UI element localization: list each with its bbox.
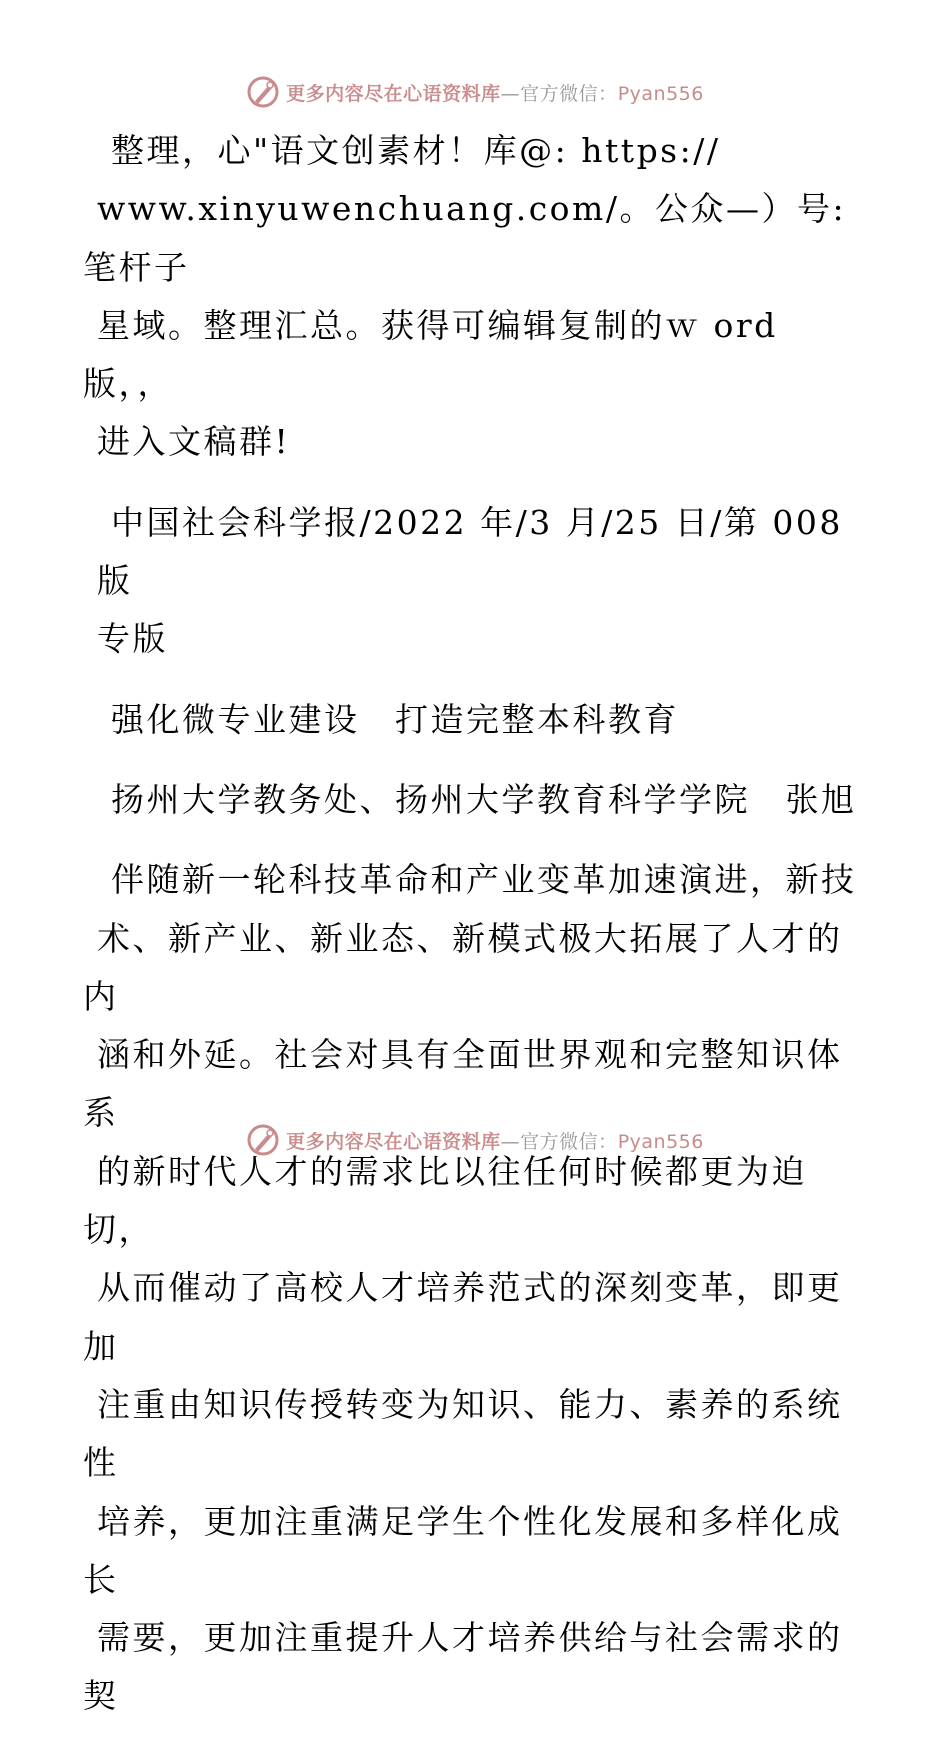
body-line: 培养，更加注重满足学生个性化发展和多样化成长 [83, 1501, 843, 1599]
header-watermark [0, 70, 950, 114]
body-line: 的新时代人才的需求比以往任何时候都更为迫切， [83, 1151, 807, 1250]
body-line: 涵和外延。社会对具有全面世界观和完整知识体系 [83, 1035, 843, 1133]
body-line: 伴随新一轮科技革命和产业变革加速演进，新技 [111, 860, 857, 900]
pen-logo-icon [246, 75, 280, 109]
source-line: 专版 [97, 619, 168, 659]
intro-line: www.xinyuwenchuang.com/。公众—）号: 笔杆子 [83, 189, 847, 287]
body-line: 注重由知识传授转变为知识、能力、素养的系统性 [83, 1384, 843, 1483]
body-line: 需要，更加注重提升人才培养供给与社会需求的契 [83, 1618, 843, 1716]
document-body [83, 122, 857, 1748]
body-line: 术、新产业、新业态、新模式极大拓展了人才的内 [83, 918, 843, 1016]
intro-line: 整理，心"语文创素材！库@: https:// [111, 131, 721, 170]
footer-watermark [0, 1118, 950, 1162]
article-author: 扬州大学教务处、扬州大学教育科学学院 张旭 [111, 779, 857, 819]
article-body [83, 851, 857, 1725]
article-title: 强化微专业建设 打造完整本科教育 [111, 699, 679, 739]
source-line: 中国社会科学报/2022 年/3 月/25 日/第 008 版 [97, 502, 843, 601]
source-paragraph [97, 494, 857, 669]
intro-line: 星域。整理汇总。获得可编辑复制的ｗ ord版，， [83, 305, 778, 404]
watermark-text: 更多内容尽在心语资料库—官方微信：Pyan556 [286, 1130, 704, 1153]
intro-paragraph [83, 122, 857, 472]
intro-line: 进入文稿群! [97, 422, 291, 462]
watermark-text: 更多内容尽在心语资料库—官方微信：Pyan556 [286, 82, 704, 105]
pen-logo-icon [246, 1123, 280, 1157]
body-line: 从而催动了高校人才培养范式的深刻变革，即更加 [83, 1268, 843, 1366]
